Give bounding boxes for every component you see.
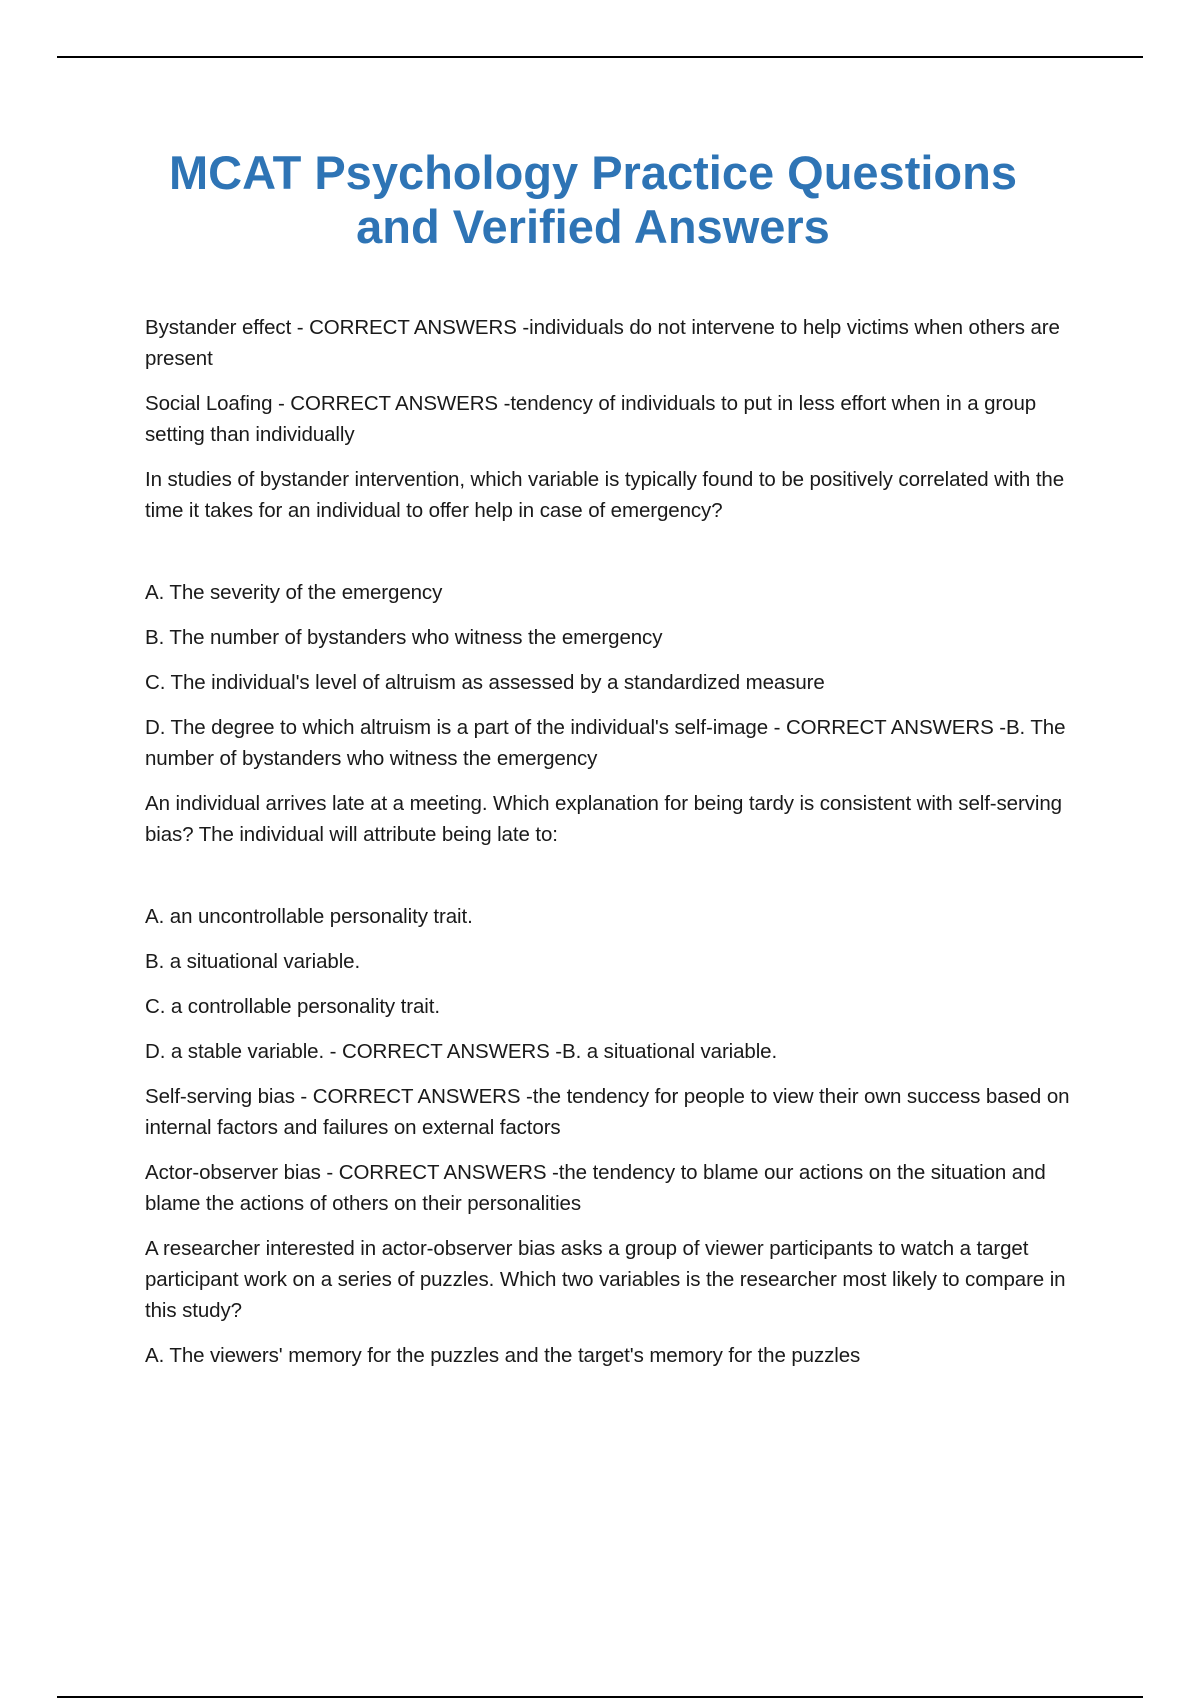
question-self-serving-bias: An individual arrives late at a meeting. Which explanation for being tardy is consistent with self-serving bias? The individual will attribute being late to:: [145, 792, 1062, 846]
option-d-with-answer: D. a stable variable. - CORRECT ANSWERS -B. a situational variable.: [145, 1040, 778, 1063]
question-bystander-intervention: In studies of bystander intervention, which variable is typically found to be positively correlated with the time it takes for an individual to offer help in case of emergency?: [145, 468, 1065, 522]
page-title: [0, 146, 1186, 254]
document-body: [145, 312, 1095, 1385]
option-a: A. an uncontrollable personality trait.: [145, 905, 473, 928]
paragraph-social-loafing: Social Loafing - CORRECT ANSWERS -tendency of individuals to put in less effort when in a group setting than individually: [145, 392, 1037, 446]
option-c: C. The individual's level of altruism as assessed by a standardized measure: [145, 671, 825, 694]
title-line-2: and Verified Answers: [356, 200, 830, 253]
option-c: C. a controllable personality trait.: [145, 995, 440, 1018]
option-a: A. The viewers' memory for the puzzles and the target's memory for the puzzles: [145, 1344, 861, 1367]
option-a: A. The severity of the emergency: [145, 581, 443, 604]
option-d-with-answer: D. The degree to which altruism is a part of the individual's self-image - CORRECT ANSWERS -B. The number of bystanders who witness the emergency: [145, 716, 1066, 770]
paragraph-self-serving-bias: Self-serving bias - CORRECT ANSWERS -the tendency for people to view their own success based on internal factors and failures on external factors: [145, 1085, 1070, 1139]
paragraph-actor-observer-bias: Actor-observer bias - CORRECT ANSWERS -the tendency to blame our actions on the situation and blame the actions of others on their personalities: [145, 1161, 1046, 1215]
question-actor-observer-study: A researcher interested in actor-observer bias asks a group of viewer participants to watch a target participant work on a series of puzzles. Which two variables is the researcher most likely to compare in this study?: [145, 1237, 1066, 1322]
bottom-rule: [57, 1696, 1143, 1698]
title-line-1: MCAT Psychology Practice Questions: [169, 146, 1017, 199]
option-b: B. a situational variable.: [145, 950, 361, 973]
option-b: B. The number of bystanders who witness the emergency: [145, 626, 663, 649]
paragraph-bystander-effect: Bystander effect - CORRECT ANSWERS -individuals do not intervene to help victims when others are present: [145, 316, 1060, 370]
top-rule: [57, 56, 1143, 58]
